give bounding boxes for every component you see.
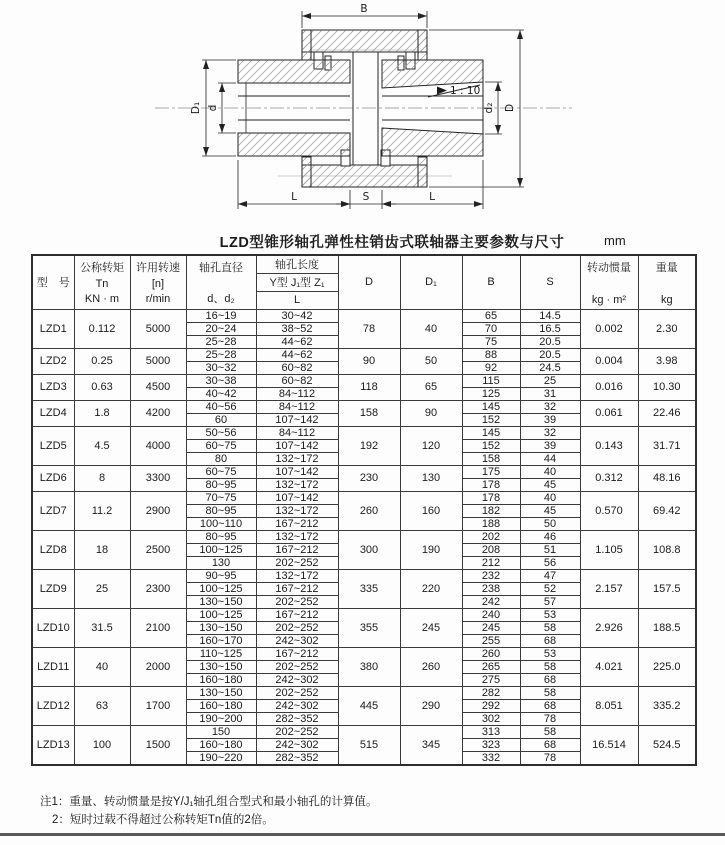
cell-S: 51 (520, 543, 580, 556)
cell-B: 152 (462, 413, 520, 426)
cell-bore-length: 242~302 (256, 738, 338, 751)
cell-speed: 1500 (130, 725, 186, 765)
cell-bore-diameter: 160~180 (186, 738, 256, 751)
cell-D: 335 (338, 569, 400, 608)
cell-bore-diameter: 70~75 (186, 491, 256, 504)
cell-inertia: 0.016 (580, 374, 638, 400)
cell-B: 208 (462, 543, 520, 556)
col-header-D: D (338, 255, 400, 309)
cell-bore-diameter: 130~150 (186, 595, 256, 608)
table-header-row (32, 255, 696, 309)
cell-model: LZD11 (32, 647, 74, 686)
col-header-speed: 许用转速 [n] r/min (130, 255, 186, 309)
cell-S: 32 (520, 426, 580, 439)
cell-model: LZD3 (32, 374, 74, 400)
cell-D: 78 (338, 309, 400, 348)
dim-L-right-label: L (429, 191, 435, 203)
cell-D1: 345 (400, 725, 462, 765)
footnotes (40, 793, 377, 829)
cell-bore-diameter: 100~125 (186, 582, 256, 595)
cell-S: 47 (520, 569, 580, 582)
unit-label: mm (604, 233, 626, 248)
cell-D: 300 (338, 530, 400, 569)
coupling-drawing (0, 0, 725, 226)
cell-speed: 4200 (130, 400, 186, 426)
cell-B: 260 (462, 647, 520, 660)
col-header-torque: 公称转矩 Tn KN · m (74, 255, 130, 309)
cell-bore-diameter: 80~95 (186, 530, 256, 543)
cell-speed: 5000 (130, 348, 186, 374)
cell-bore-diameter: 40~42 (186, 387, 256, 400)
cell-bore-length: 107~142 (256, 413, 338, 426)
footnote-1: 注1：重量、转动惯量是按Y/J₁轴孔组合型式和最小轴孔的计算值。 (40, 796, 378, 808)
cell-D1: 90 (400, 400, 462, 426)
cell-speed: 2500 (130, 530, 186, 569)
cell-S: 57 (520, 595, 580, 608)
cell-inertia: 0.004 (580, 348, 638, 374)
cell-S: 58 (520, 725, 580, 738)
cell-model: LZD4 (32, 400, 74, 426)
cell-D: 192 (338, 426, 400, 465)
cell-weight: 3.98 (638, 348, 696, 374)
cell-model: LZD2 (32, 348, 74, 374)
cell-bore-diameter: 150 (186, 725, 256, 738)
cell-torque: 0.25 (74, 348, 130, 374)
cell-B: 302 (462, 712, 520, 725)
cell-D1: 220 (400, 569, 462, 608)
cell-model: LZD10 (32, 608, 74, 647)
cell-bore-length: 167~212 (256, 582, 338, 595)
cell-bore-diameter: 30~32 (186, 361, 256, 374)
cell-speed: 2000 (130, 647, 186, 686)
cell-D: 90 (338, 348, 400, 374)
cell-bore-diameter: 130~150 (186, 621, 256, 634)
cell-B: 255 (462, 634, 520, 647)
cell-torque: 63 (74, 686, 130, 725)
cell-weight: 335.2 (638, 686, 696, 725)
cell-bore-length: 132~172 (256, 569, 338, 582)
cell-B: 92 (462, 361, 520, 374)
cell-speed: 2300 (130, 569, 186, 608)
cell-weight: 2.30 (638, 309, 696, 348)
cell-speed: 2100 (130, 608, 186, 647)
cell-bore-length: 282~352 (256, 751, 338, 765)
cell-S: 50 (520, 517, 580, 530)
cell-bore-length: 167~212 (256, 517, 338, 530)
cell-bore-diameter: 16~19 (186, 309, 256, 322)
cell-inertia: 2.157 (580, 569, 638, 608)
cell-bore-length: 132~172 (256, 504, 338, 517)
cell-S: 45 (520, 478, 580, 491)
cell-S: 78 (520, 751, 580, 765)
cell-D: 515 (338, 725, 400, 765)
cell-bore-length: 167~212 (256, 647, 338, 660)
cell-torque: 40 (74, 647, 130, 686)
cell-speed: 2900 (130, 491, 186, 530)
sleeve-tube (353, 52, 378, 165)
cell-bore-diameter: 30~38 (186, 374, 256, 387)
cell-S: 20.5 (520, 335, 580, 348)
cell-bore-diameter: 160~170 (186, 634, 256, 647)
cell-B: 238 (462, 582, 520, 595)
cell-B: 178 (462, 478, 520, 491)
cell-B: 265 (462, 660, 520, 673)
cell-bore-diameter: 20~24 (186, 322, 256, 335)
col-header-weight: 重量 kg (638, 255, 696, 309)
cell-torque: 25 (74, 569, 130, 608)
cell-model: LZD5 (32, 426, 74, 465)
cell-bore-diameter: 160~180 (186, 699, 256, 712)
cell-B: 332 (462, 751, 520, 765)
cell-bore-length: 84~112 (256, 400, 338, 413)
cell-weight: 31.71 (638, 426, 696, 465)
cell-inertia: 0.061 (580, 400, 638, 426)
cell-S: 58 (520, 621, 580, 634)
cell-S: 40 (520, 465, 580, 478)
dim-S-label: S (362, 191, 370, 203)
cell-torque: 4.5 (74, 426, 130, 465)
cell-B: 282 (462, 686, 520, 699)
dim-D-label: D (504, 103, 516, 113)
cell-bore-diameter: 90~95 (186, 569, 256, 582)
cell-bore-length: 132~172 (256, 530, 338, 543)
cell-torque: 31.5 (74, 608, 130, 647)
cell-D: 445 (338, 686, 400, 725)
cell-weight: 108.8 (638, 530, 696, 569)
cell-bore-diameter: 80~95 (186, 478, 256, 491)
col-header-B: B (462, 255, 520, 309)
cell-model: LZD8 (32, 530, 74, 569)
table-row (32, 569, 696, 582)
cell-bore-diameter: 100~125 (186, 543, 256, 556)
dim-L-left-label: L (291, 191, 297, 203)
cell-B: 70 (462, 322, 520, 335)
cell-bore-length: 167~212 (256, 543, 338, 556)
cell-S: 58 (520, 660, 580, 673)
cell-bore-length: 202~252 (256, 686, 338, 699)
cell-bore-length: 132~172 (256, 478, 338, 491)
cell-bore-diameter: 50~56 (186, 426, 256, 439)
col-header-D1: D₁ (400, 255, 462, 309)
cell-bore-length: 107~142 (256, 465, 338, 478)
col-header-model: 型 号 (32, 255, 74, 309)
cell-B: 145 (462, 400, 520, 413)
cell-weight: 188.5 (638, 608, 696, 647)
cell-bore-diameter: 130~150 (186, 660, 256, 673)
cell-bore-length: 30~42 (256, 309, 338, 322)
cell-weight: 22.46 (638, 400, 696, 426)
cell-B: 75 (462, 335, 520, 348)
cell-torque: 100 (74, 725, 130, 765)
cell-S: 39 (520, 439, 580, 452)
cell-bore-length: 60~82 (256, 374, 338, 387)
cell-bore-length: 242~302 (256, 673, 338, 686)
cell-bore-diameter: 25~28 (186, 335, 256, 348)
spec-table (31, 254, 697, 766)
cell-inertia: 0.312 (580, 465, 638, 491)
cell-B: 158 (462, 452, 520, 465)
cell-D: 260 (338, 491, 400, 530)
cell-bore-length: 242~302 (256, 634, 338, 647)
cell-torque: 0.63 (74, 374, 130, 400)
cell-D1: 40 (400, 309, 462, 348)
cell-S: 56 (520, 556, 580, 569)
table-row (32, 608, 696, 621)
cell-bore-diameter: 100~125 (186, 608, 256, 621)
col-header-bore-diameter: 轴孔直径 d、d₂ (186, 255, 256, 309)
bottom-rule (0, 833, 725, 836)
col-header-inertia: 转动惯量 kg · m² (580, 255, 638, 309)
cell-bore-length: 84~112 (256, 387, 338, 400)
cell-weight: 157.5 (638, 569, 696, 608)
title-row (32, 231, 696, 251)
cell-bore-diameter: 60~75 (186, 465, 256, 478)
cell-model: LZD1 (32, 309, 74, 348)
cell-bore-length: 44~62 (256, 335, 338, 348)
cell-bore-length: 242~302 (256, 699, 338, 712)
cell-D: 380 (338, 647, 400, 686)
cell-bore-length: 44~62 (256, 348, 338, 361)
cell-D1: 190 (400, 530, 462, 569)
coupling-drawing-svg (0, 0, 725, 226)
cell-torque: 18 (74, 530, 130, 569)
page-title: LZD型锥形轴孔弹性柱销齿式联轴器主要参数与尺寸 (219, 235, 565, 251)
cell-bore-length: 202~252 (256, 621, 338, 634)
cell-torque: 11.2 (74, 491, 130, 530)
cell-D: 230 (338, 465, 400, 491)
table-row (32, 686, 696, 699)
footnote-2: 2：短时过载不得超过公称转矩Tn值的2倍。 (52, 814, 274, 826)
cell-D: 118 (338, 374, 400, 400)
cell-B: 145 (462, 426, 520, 439)
cell-B: 178 (462, 491, 520, 504)
cell-speed: 1700 (130, 686, 186, 725)
cell-bore-diameter: 40~56 (186, 400, 256, 413)
cell-inertia: 16.514 (580, 725, 638, 765)
cell-S: 20.5 (520, 348, 580, 361)
cell-B: 292 (462, 699, 520, 712)
cell-B: 175 (462, 465, 520, 478)
cell-speed: 4500 (130, 374, 186, 400)
cell-bore-length: 202~252 (256, 660, 338, 673)
cell-S: 25 (520, 374, 580, 387)
cell-bore-length: 60~82 (256, 361, 338, 374)
cell-bore-length: 282~352 (256, 712, 338, 725)
table-row (32, 374, 696, 387)
cell-model: LZD6 (32, 465, 74, 491)
cell-S: 68 (520, 738, 580, 751)
cell-inertia: 4.021 (580, 647, 638, 686)
cell-B: 323 (462, 738, 520, 751)
table-row (32, 400, 696, 413)
taper-callout (428, 85, 480, 97)
cell-D1: 120 (400, 426, 462, 465)
cell-D1: 245 (400, 608, 462, 647)
cell-bore-length: 202~252 (256, 725, 338, 738)
cell-D1: 130 (400, 465, 462, 491)
cell-S: 39 (520, 413, 580, 426)
cell-B: 232 (462, 569, 520, 582)
cell-D: 158 (338, 400, 400, 426)
cell-bore-diameter: 25~28 (186, 348, 256, 361)
cell-D1: 290 (400, 686, 462, 725)
cell-B: 275 (462, 673, 520, 686)
cell-S: 14.5 (520, 309, 580, 322)
cell-S: 45 (520, 504, 580, 517)
cell-bore-diameter: 60~75 (186, 439, 256, 452)
cell-bore-length: 107~142 (256, 491, 338, 504)
cell-S: 16.5 (520, 322, 580, 335)
cell-model: LZD7 (32, 491, 74, 530)
cell-B: 240 (462, 608, 520, 621)
cell-bore-length: 38~52 (256, 322, 338, 335)
cell-S: 31 (520, 387, 580, 400)
cell-B: 65 (462, 309, 520, 322)
table-row (32, 491, 696, 504)
cell-bore-length: 84~112 (256, 426, 338, 439)
sleeve-bottom-flange (302, 157, 427, 187)
cell-torque: 1.8 (74, 400, 130, 426)
cell-bore-diameter: 130 (186, 556, 256, 569)
cell-B: 212 (462, 556, 520, 569)
cell-D: 355 (338, 608, 400, 647)
cell-D1: 65 (400, 374, 462, 400)
cell-weight: 225.0 (638, 647, 696, 686)
cell-B: 125 (462, 387, 520, 400)
cell-bore-length: 167~212 (256, 608, 338, 621)
cell-model: LZD12 (32, 686, 74, 725)
cell-S: 44 (520, 452, 580, 465)
cell-model: LZD9 (32, 569, 74, 608)
cell-D1: 160 (400, 491, 462, 530)
cell-speed: 3300 (130, 465, 186, 491)
cell-inertia: 8.051 (580, 686, 638, 725)
cell-B: 245 (462, 621, 520, 634)
table-row (32, 309, 696, 322)
cell-inertia: 0.002 (580, 309, 638, 348)
dim-B-label: B (360, 3, 368, 15)
cell-S: 68 (520, 634, 580, 647)
cell-S: 58 (520, 686, 580, 699)
cell-weight: 69.42 (638, 491, 696, 530)
cell-B: 182 (462, 504, 520, 517)
cell-bore-length: 107~142 (256, 439, 338, 452)
cell-S: 24.5 (520, 361, 580, 374)
cell-bore-diameter: 80 (186, 452, 256, 465)
table-row (32, 725, 696, 738)
col-header-bore-length: 轴孔长度 Y型 J₁型 Z₁ L (256, 255, 338, 309)
cell-inertia: 0.570 (580, 491, 638, 530)
cell-B: 188 (462, 517, 520, 530)
cell-S: 32 (520, 400, 580, 413)
cell-weight: 524.5 (638, 725, 696, 765)
cell-S: 53 (520, 647, 580, 660)
cell-B: 115 (462, 374, 520, 387)
cell-weight: 48.16 (638, 465, 696, 491)
cell-torque: 8 (74, 465, 130, 491)
cell-speed: 4000 (130, 426, 186, 465)
spec-table-body (32, 309, 696, 765)
cell-bore-diameter: 190~200 (186, 712, 256, 725)
cell-S: 52 (520, 582, 580, 595)
cell-S: 40 (520, 491, 580, 504)
cell-B: 88 (462, 348, 520, 361)
cell-S: 78 (520, 712, 580, 725)
cell-bore-length: 202~252 (256, 595, 338, 608)
cell-D1: 260 (400, 647, 462, 686)
cell-bore-diameter: 190~220 (186, 751, 256, 765)
dim-d2-label: d₂ (483, 102, 495, 114)
cell-model: LZD13 (32, 725, 74, 765)
cell-weight: 10.30 (638, 374, 696, 400)
table-row (32, 465, 696, 478)
cell-S: 68 (520, 673, 580, 686)
cell-bore-length: 132~172 (256, 452, 338, 465)
cell-bore-diameter: 80~95 (186, 504, 256, 517)
dim-D1-label: D₁ (190, 101, 202, 115)
col-header-S: S (520, 255, 580, 309)
cell-D1: 50 (400, 348, 462, 374)
table-row (32, 348, 696, 361)
cell-bore-diameter: 100~110 (186, 517, 256, 530)
table-row (32, 647, 696, 660)
table-row (32, 530, 696, 543)
cell-B: 202 (462, 530, 520, 543)
cell-B: 152 (462, 439, 520, 452)
cell-bore-length: 202~252 (256, 556, 338, 569)
dim-d-label: d (207, 104, 219, 112)
cell-bore-diameter: 110~125 (186, 647, 256, 660)
cell-S: 46 (520, 530, 580, 543)
cell-S: 68 (520, 699, 580, 712)
cell-speed: 5000 (130, 309, 186, 348)
cell-inertia: 2.926 (580, 608, 638, 647)
cell-bore-diameter: 60 (186, 413, 256, 426)
cell-bore-diameter: 160~180 (186, 673, 256, 686)
cell-bore-diameter: 130~150 (186, 686, 256, 699)
cell-S: 53 (520, 608, 580, 621)
cell-torque: 0.112 (74, 309, 130, 348)
taper-label: 1 : 10 (450, 85, 481, 97)
cell-B: 242 (462, 595, 520, 608)
cell-inertia: 0.143 (580, 426, 638, 465)
cell-B: 313 (462, 725, 520, 738)
cell-inertia: 1.105 (580, 530, 638, 569)
table-row (32, 426, 696, 439)
